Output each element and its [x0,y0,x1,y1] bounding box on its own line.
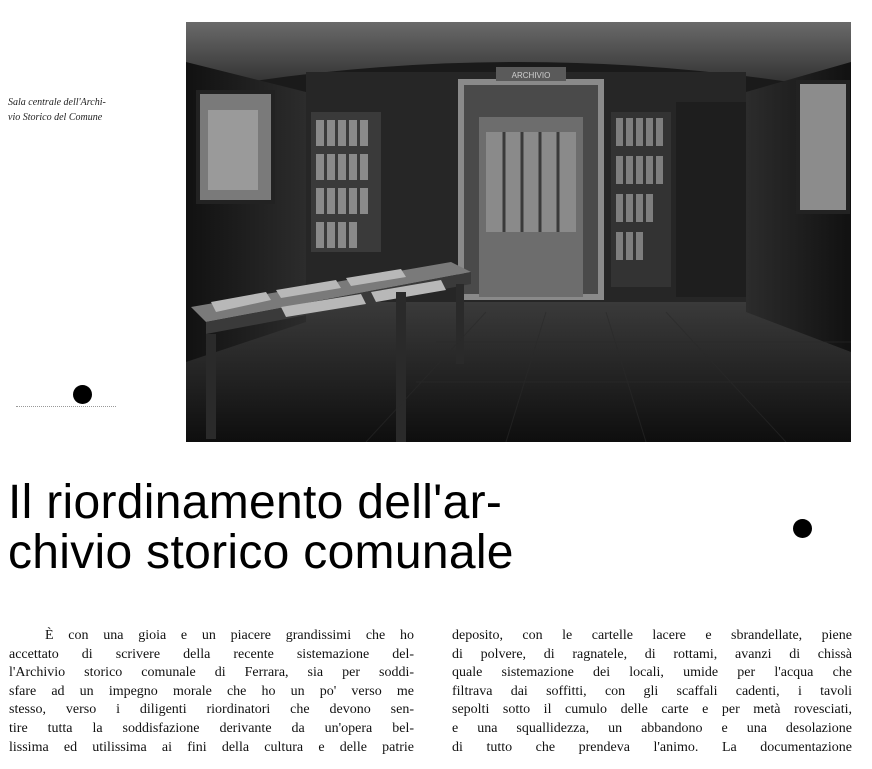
archive-hall-illustration [186,22,851,442]
article-headline [8,478,788,578]
caption-line-2: vio Storico del Comune [8,112,103,123]
photo-caption [8,95,178,125]
body-line: È con una gioia e un piacere grandissimi che ho [45,628,414,643]
headline-line-2: chivio storico comunale [8,526,514,579]
body-column-right [452,627,852,757]
body-line: filtrava dai soffitti, con gli scaffali cadenti, i tavoli [452,683,852,699]
body-line: quale sistemazione dei locali, umide per l'acqua che [452,665,852,681]
body-line: deposito, con le cartelle lacere e sbrandellate, piene [452,628,852,643]
body-line: tire tutta la soddisfazione derivante da un'opera bel- [9,720,414,736]
body-line: stesso, verso i diligenti riordinatori che devono sen- [9,702,414,718]
body-line: di tutto che prendeva l'animo. La documentazione [452,739,852,755]
body-line: e una squallidezza, un abbandono e una desolazione [452,720,852,736]
decorative-divider [16,406,116,409]
body-line: l'Archivio storico comunale di Ferrara, sia per soddi- [9,665,414,681]
body-line: sepolti sotto il cumulo delle carte e per metà rovesciati, [452,702,852,718]
body-line: di polvere, di ragnatele, di rottami, avanzi di chissà [452,646,852,662]
body-line: sfare ad un impegno morale che ho un po' verso me [9,683,414,699]
bullet-dot-left [73,385,92,404]
body-column-left [9,627,414,757]
headline-line-1: Il riordinamento dell'ar- [8,476,503,529]
archive-hall-photo [186,22,851,442]
door-sign: ARCHIVIO [511,71,551,80]
caption-line-1: Sala centrale dell'Archi- [8,97,106,108]
body-line: lissima ed utilissima ai fini della cultura e delle patrie [9,739,414,755]
body-line: accettato di scrivere della recente sistemazione del- [9,646,414,662]
bullet-dot-right [793,519,812,538]
